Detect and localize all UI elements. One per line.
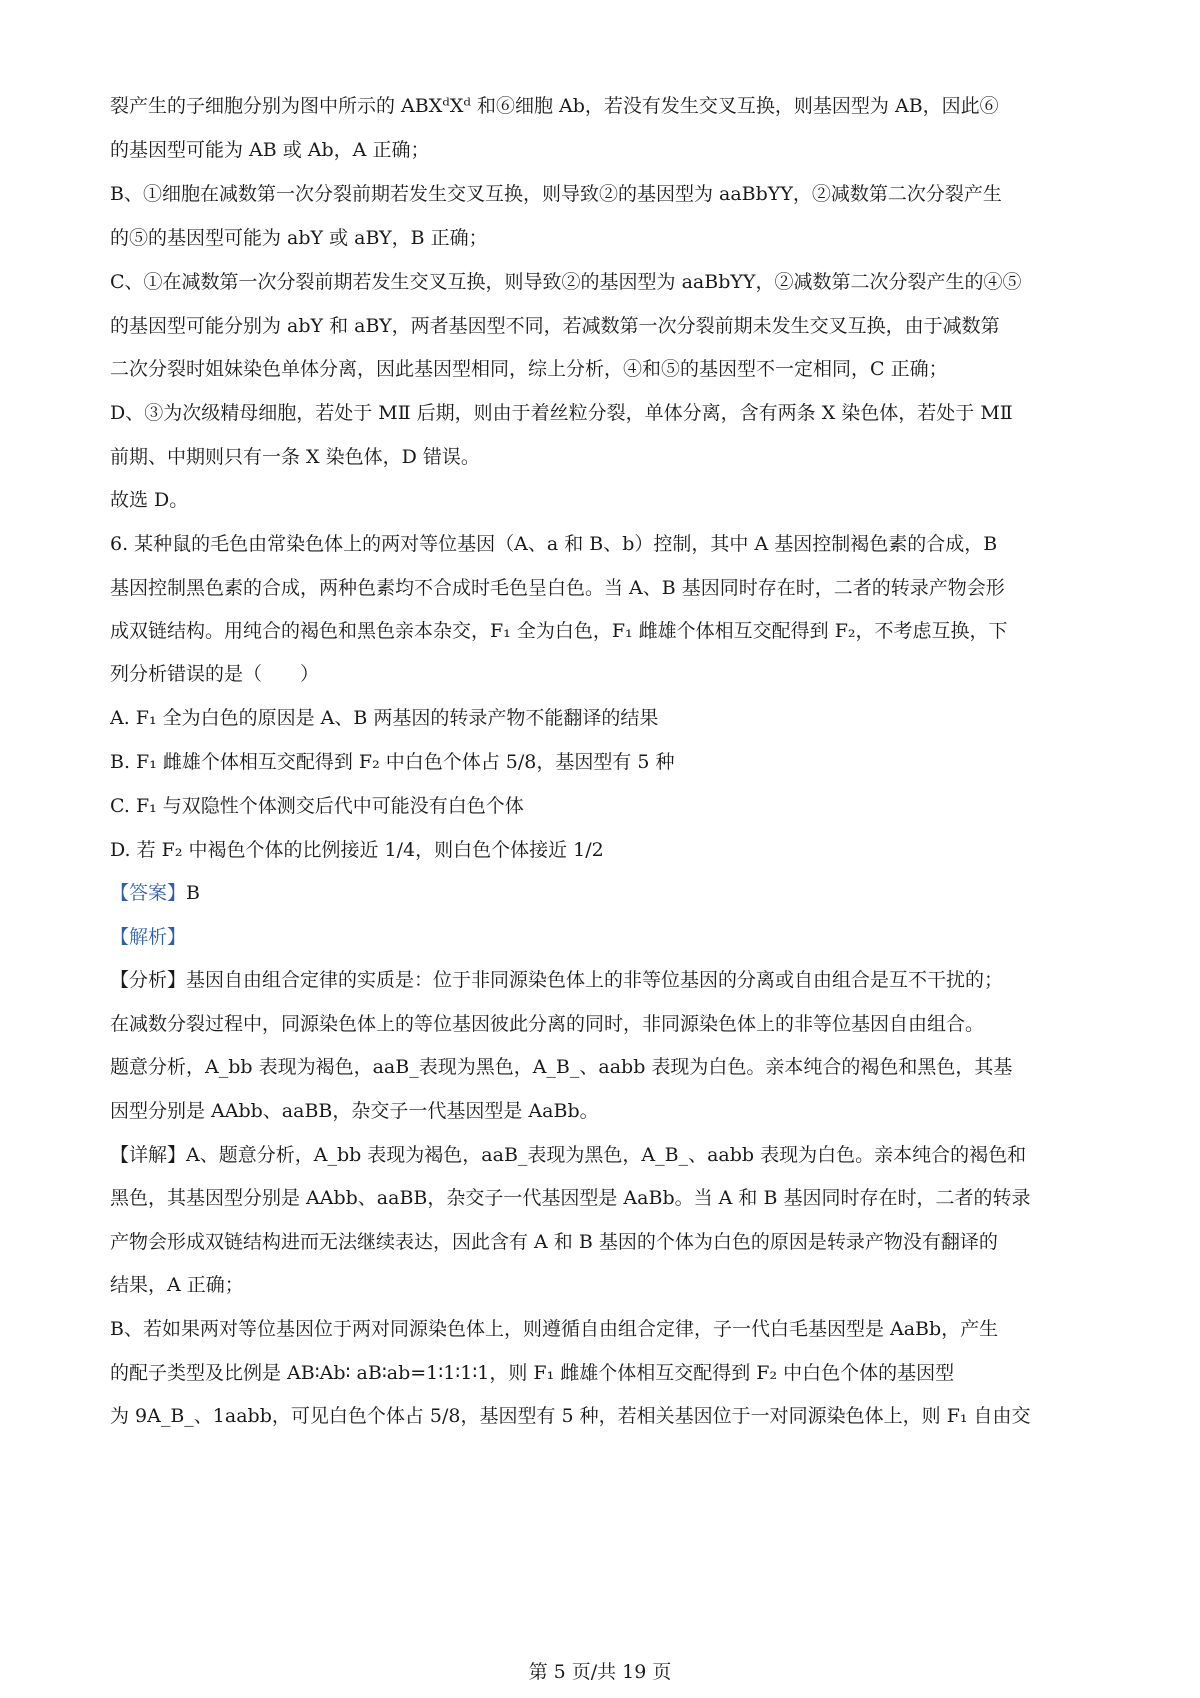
text-line: 的⑤的基因型可能为 abY 或 aBY，B 正确；: [110, 227, 488, 249]
text-line: 的基因型可能分别为 abY 和 aBY，两者基因型不同，若减数第一次分裂前期未发生交叉互换，由于减数第: [110, 315, 1000, 337]
text-line: C、①在减数第一次分裂前期若发生交叉互换，则导致②的基因型为 aaBbYY，②减数第二次分裂产生的④⑤: [110, 271, 1022, 293]
question-stem: 列分析错误的是（ ）: [110, 663, 320, 685]
answer-label: 【答案】: [110, 882, 187, 904]
question-stem: 基因控制黑色素的合成，两种色素均不合成时毛色呈白色。当 A、B 基因同时存在时，二者的转录产物会形: [110, 577, 1005, 599]
option-b: B. F₁ 雌雄个体相互交配得到 F₂ 中白色个体占 5/8，基因型有 5 种: [110, 751, 675, 773]
analysis-line: B、若如果两对等位基因位于两对同源染色体上，则遵循自由组合定律，子一代白毛基因型是 AaBb，产生: [110, 1318, 999, 1340]
analysis-line: 结果，A 正确；: [110, 1274, 244, 1296]
question-stem: 6. 某种鼠的毛色由常染色体上的两对等位基因（A、a 和 B、b）控制，其中 A 基因控制褐色素的合成，B: [110, 533, 998, 555]
page-footer: 第 5 页/共 19 页: [528, 1661, 672, 1683]
text-line: 裂产生的子细胞分别为图中所示的 ABXᵈXᵈ 和⑥细胞 Ab，若没有发生交叉互换，则基因型为 AB，因此⑥: [110, 95, 999, 117]
option-c: C. F₁ 与双隐性个体测交后代中可能没有白色个体: [110, 795, 524, 817]
analysis-line: 【详解】A、题意分析，A_bb 表现为褐色，aaB_表现为黑色，A_B_、aabb 表现为白色。亲本纯合的褐色和: [110, 1144, 1027, 1166]
text-line: D、③为次级精母细胞，若处于 MⅡ 后期，则由于着丝粒分裂，单体分离，含有两条 X 染色体，若处于 MⅡ: [110, 402, 1013, 424]
analysis-line: 在减数分裂过程中，同源染色体上的等位基因彼此分离的同时，非同源染色体上的非等位基因自由组合。: [110, 1013, 985, 1035]
analysis-label: 【解析】: [110, 926, 187, 948]
option-d: D. 若 F₂ 中褐色个体的比例接近 1/4，则白色个体接近 1/2: [110, 839, 604, 861]
text-line: 的基因型可能为 AB 或 Ab，A 正确；: [110, 139, 430, 161]
analysis-line: 因型分别是 AAbb、aaBB，杂交子一代基因型是 AaBb。: [110, 1100, 599, 1122]
analysis-line: 产物会形成双链结构进而无法继续表达，因此含有 A 和 B 基因的个体为白色的原因是转录产物没有翻译的: [110, 1231, 998, 1253]
text-line: 故选 D。: [110, 489, 189, 511]
analysis-line: 黑色，其基因型分别是 AAbb、aaBB，杂交子一代基因型是 AaBb。当 A 和 B 基因同时存在时，二者的转录: [110, 1187, 1031, 1209]
text-line: B、①细胞在减数第一次分裂前期若发生交叉互换，则导致②的基因型为 aaBbYY，②减数第二次分裂产生: [110, 183, 1002, 205]
analysis-line: 的配子类型及比例是 AB∶Ab∶ aB∶ab=1∶1∶1∶1，则 F₁ 雌雄个体相互交配得到 F₂ 中白色个体的基因型: [110, 1362, 955, 1384]
analysis-line: 为 9A_B_、1aabb，可见白色个体占 5/8，基因型有 5 种，若相关基因位于一对同源染色体上，则 F₁ 自由交: [110, 1405, 1031, 1427]
option-a: A. F₁ 全为白色的原因是 A、B 两基因的转录产物不能翻译的结果: [110, 707, 659, 729]
answer-value: B: [186, 882, 200, 904]
analysis-line: 题意分析，A_bb 表现为褐色，aaB_表现为黑色，A_B_、aabb 表现为白色。亲本纯合的褐色和黑色，其基: [110, 1056, 1013, 1078]
text-line: 二次分裂时姐妹染色单体分离，因此基因型相同，综上分析，④和⑤的基因型不一定相同，C 正确；: [110, 358, 948, 380]
text-line: 前期、中期则只有一条 X 染色体，D 错误。: [110, 446, 480, 468]
analysis-line: 【分析】基因自由组合定律的实质是：位于非同源染色体上的非等位基因的分离或自由组合是互不干扰的；: [110, 969, 1004, 991]
answer-line: [110, 879, 1100, 907]
question-stem: 成双链结构。用纯合的褐色和黑色亲本杂交，F₁ 全为白色，F₁ 雌雄个体相互交配得到 F₂，不考虑互换，下: [110, 620, 1008, 642]
